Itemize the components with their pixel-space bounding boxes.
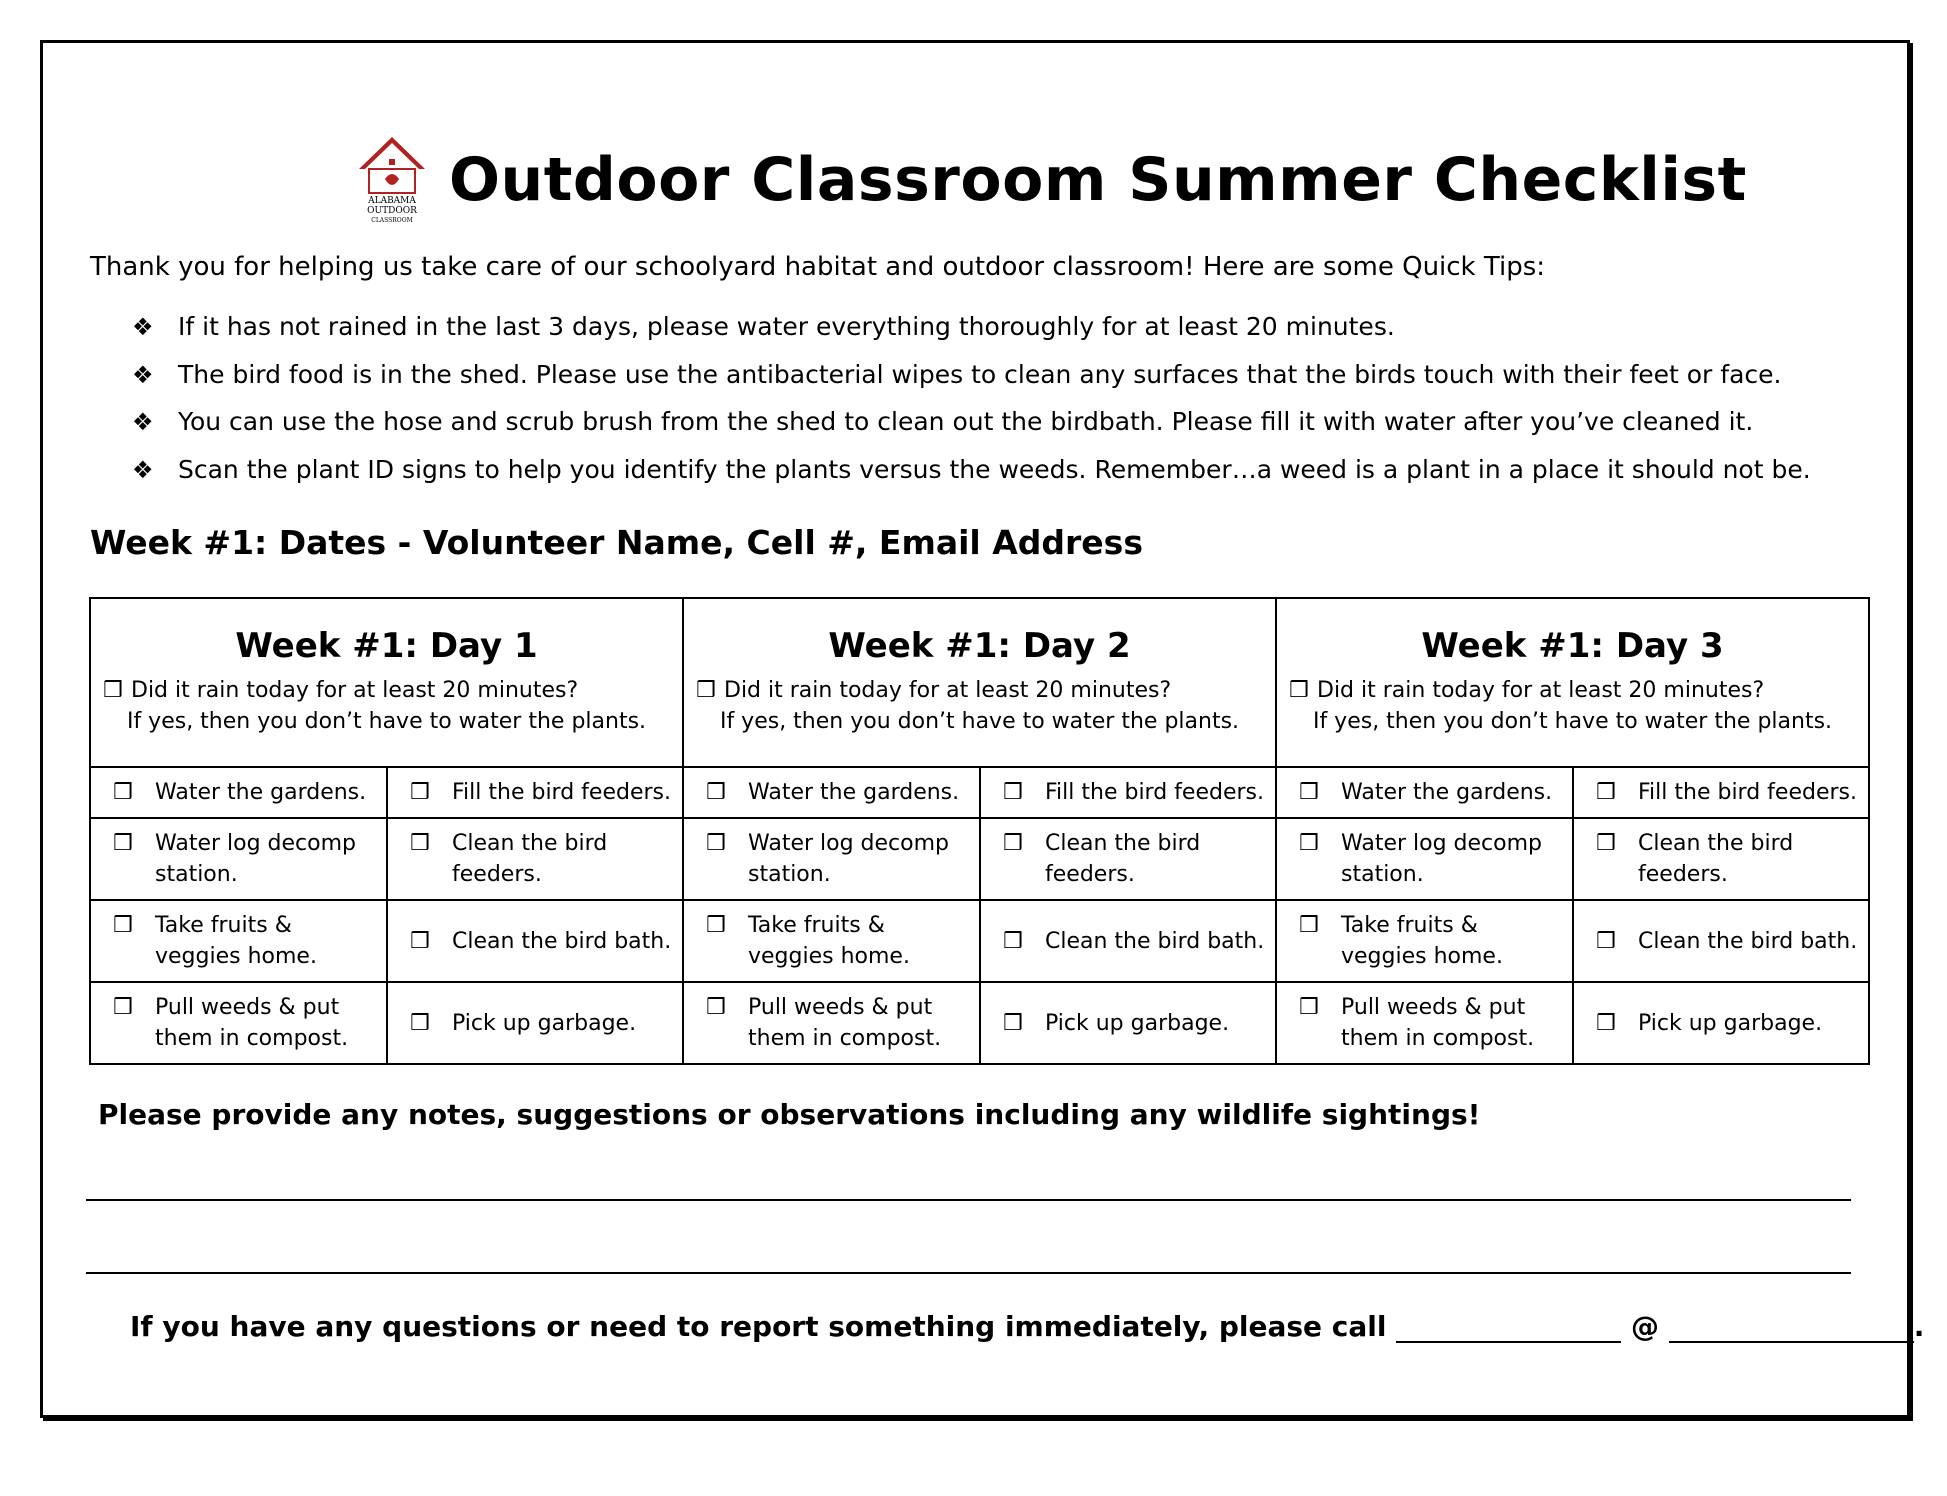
task-label: Fill the bird feeders. xyxy=(1638,780,1857,805)
task-fill-feeders[interactable] xyxy=(981,777,1275,808)
task-pick-up-garbage[interactable] xyxy=(981,1008,1275,1039)
alabama-outdoor-classroom-logo xyxy=(355,133,429,227)
task-row xyxy=(90,900,1869,982)
task-label: Clean the bird feeders. xyxy=(452,831,608,887)
week-heading: Week #1: Dates - Volunteer Name, Cell #, Email Address xyxy=(90,523,1143,562)
checkbox-icon[interactable]: ❒ xyxy=(1003,1010,1023,1036)
tip-text: You can use the hose and scrub brush from the shed to clean out the birdbath. Please fill it with water after you’ve cleaned it. xyxy=(178,407,1754,436)
task-take-produce[interactable] xyxy=(1277,910,1572,972)
rain-note: If yes, then you don’t have to water the plants. xyxy=(719,708,1240,734)
checkbox-icon[interactable]: ❒ xyxy=(1596,831,1616,856)
tip-item xyxy=(132,312,1811,360)
task-clean-feeders[interactable] xyxy=(981,828,1275,890)
checkbox-icon[interactable]: ❒ xyxy=(706,780,726,805)
task-label: Fill the bird feeders. xyxy=(1045,780,1264,805)
task-fill-feeders[interactable] xyxy=(388,777,682,808)
checkbox-icon[interactable]: ❒ xyxy=(706,995,726,1020)
checkbox-icon[interactable]: ❒ xyxy=(1596,780,1616,805)
logo-text-3: CLASSROOM xyxy=(371,217,413,224)
task-label: Clean the bird bath. xyxy=(452,928,672,954)
rain-question-text: Did it rain today for at least 20 minutes? xyxy=(1317,677,1765,703)
task-pick-up-garbage[interactable] xyxy=(388,1008,682,1039)
checkbox-icon[interactable]: ❒ xyxy=(113,780,133,805)
checkbox-icon[interactable]: ❒ xyxy=(1299,780,1319,805)
task-pull-weeds[interactable] xyxy=(684,992,979,1054)
checkbox-icon[interactable]: ❒ xyxy=(113,913,133,938)
task-label: Water the gardens. xyxy=(1341,780,1553,805)
task-label: Pick up garbage. xyxy=(1045,1010,1230,1036)
tip-item xyxy=(132,407,1811,455)
checkbox-icon[interactable]: ❒ xyxy=(1003,780,1023,805)
task-label: Clean the bird feeders. xyxy=(1045,831,1201,887)
checkbox-icon[interactable]: ❒ xyxy=(410,831,430,856)
rain-note: If yes, then you don’t have to water the plants. xyxy=(126,708,647,734)
diamond-bullet-icon: ❖ xyxy=(132,455,154,484)
task-label: Take fruits & veggies home. xyxy=(155,913,317,969)
checklist-table xyxy=(89,597,1870,1065)
checkbox-icon[interactable]: ❒ xyxy=(103,677,123,703)
task-water-gardens[interactable] xyxy=(91,777,386,808)
checkbox-icon[interactable]: ❒ xyxy=(706,913,726,938)
checkbox-icon[interactable]: ❒ xyxy=(1596,1010,1616,1036)
task-pull-weeds[interactable] xyxy=(1277,992,1572,1054)
checkbox-icon[interactable]: ❒ xyxy=(1299,995,1319,1020)
logo-text-2: OUTDOOR xyxy=(367,206,417,216)
notes-prompt: Please provide any notes, suggestions or observations including any wildlife sightings! xyxy=(98,1098,1481,1131)
day-title: Week #1: Day 3 xyxy=(1421,625,1724,666)
task-label: Water log decomp station. xyxy=(748,831,950,887)
diamond-bullet-icon: ❖ xyxy=(132,313,154,341)
checkbox-icon[interactable]: ❒ xyxy=(1299,913,1319,938)
rain-question-text: Did it rain today for at least 20 minutes? xyxy=(131,677,579,703)
task-row xyxy=(90,982,1869,1064)
checkbox-icon[interactable]: ❒ xyxy=(1299,831,1319,856)
tip-text: Scan the plant ID signs to help you identify the plants versus the weeds. Remember…a weed is a plant in a place it should not be. xyxy=(178,454,1811,484)
checkbox-icon[interactable]: ❒ xyxy=(410,780,430,805)
rain-note: If yes, then you don’t have to water the plants. xyxy=(1312,708,1833,734)
task-label: Take fruits & veggies home. xyxy=(1341,913,1503,969)
task-label: Clean the bird bath. xyxy=(1045,928,1265,954)
checkbox-icon[interactable]: ❒ xyxy=(696,677,716,703)
checkbox-icon[interactable]: ❒ xyxy=(1289,677,1309,703)
tip-text: The bird food is in the shed. Please use the antibacterial wipes to clean any surfaces that the birds touch with their feet or face. xyxy=(178,359,1782,389)
tip-text: If it has not rained in the last 3 days, please water everything thoroughly for at least 20 minutes. xyxy=(178,312,1395,341)
day-header-1 xyxy=(90,598,683,767)
task-water-gardens[interactable] xyxy=(684,777,979,808)
checkbox-icon[interactable]: ❒ xyxy=(1596,928,1616,954)
task-pull-weeds[interactable] xyxy=(91,992,386,1054)
task-label: Pull weeds & put them in compost. xyxy=(748,995,942,1051)
task-clean-feeders[interactable] xyxy=(388,828,682,890)
checkbox-icon[interactable]: ❒ xyxy=(410,1010,430,1036)
contact-number-blank[interactable] xyxy=(1669,1311,1914,1343)
checkbox-icon[interactable]: ❒ xyxy=(1003,928,1023,954)
task-label: Water the gardens. xyxy=(748,780,960,805)
task-label: Clean the bird feeders. xyxy=(1638,831,1794,887)
checkbox-icon[interactable]: ❒ xyxy=(706,831,726,856)
task-clean-bird-bath[interactable] xyxy=(981,926,1275,957)
diamond-bullet-icon: ❖ xyxy=(132,408,154,436)
header xyxy=(355,130,1747,230)
tip-item xyxy=(132,455,1811,503)
task-water-log-decomp[interactable] xyxy=(91,828,386,890)
task-label: Fill the bird feeders. xyxy=(452,780,671,805)
task-label: Pick up garbage. xyxy=(452,1010,637,1036)
day-header-3 xyxy=(1276,598,1869,767)
task-water-gardens[interactable] xyxy=(1277,777,1572,808)
task-label: Take fruits & veggies home. xyxy=(748,913,910,969)
task-take-produce[interactable] xyxy=(684,910,979,972)
contact-end: . xyxy=(1913,1310,1925,1343)
day-title: Week #1: Day 1 xyxy=(235,625,538,666)
rain-question[interactable] xyxy=(91,678,682,703)
task-label: Pull weeds & put them in compost. xyxy=(155,995,349,1051)
intro-text: Thank you for helping us take care of our schoolyard habitat and outdoor classroom! Here are some Quick Tips: xyxy=(90,252,1545,282)
task-label: Water the gardens. xyxy=(155,780,367,805)
checkbox-icon[interactable]: ❒ xyxy=(1003,831,1023,856)
contact-text: If you have any questions or need to report something immediately, please call xyxy=(130,1310,1387,1343)
task-clean-bird-bath[interactable] xyxy=(388,926,682,957)
task-label: Water log decomp station. xyxy=(1341,831,1543,887)
task-fill-feeders[interactable] xyxy=(1574,777,1868,808)
contact-line xyxy=(130,1310,1924,1343)
tip-item xyxy=(132,360,1811,408)
contact-name-blank[interactable] xyxy=(1396,1311,1621,1343)
checkbox-icon[interactable]: ❒ xyxy=(113,995,133,1020)
day-title: Week #1: Day 2 xyxy=(828,625,1131,666)
notes-line[interactable] xyxy=(86,1272,1851,1274)
logo-text-1: ALABAMA xyxy=(368,196,416,206)
rain-question[interactable] xyxy=(1277,678,1868,703)
checkbox-icon[interactable]: ❒ xyxy=(410,928,430,954)
task-label: Pick up garbage. xyxy=(1638,1010,1823,1036)
notes-line[interactable] xyxy=(86,1199,1851,1201)
task-label: Pull weeds & put them in compost. xyxy=(1341,995,1535,1051)
day-header-2 xyxy=(683,598,1276,767)
task-label: Clean the bird bath. xyxy=(1638,928,1858,954)
page-title: Outdoor Classroom Summer Checklist xyxy=(449,145,1747,215)
task-row xyxy=(90,818,1869,900)
task-pick-up-garbage[interactable] xyxy=(1574,1008,1868,1039)
task-water-log-decomp[interactable] xyxy=(1277,828,1572,890)
rain-question-text: Did it rain today for at least 20 minutes? xyxy=(724,677,1172,703)
quick-tips-list xyxy=(132,312,1811,502)
task-water-log-decomp[interactable] xyxy=(684,828,979,890)
diamond-bullet-icon: ❖ xyxy=(132,360,154,389)
task-clean-feeders[interactable] xyxy=(1574,828,1868,890)
task-take-produce[interactable] xyxy=(91,910,386,972)
task-label: Water log decomp station. xyxy=(155,831,357,887)
checkbox-icon[interactable]: ❒ xyxy=(113,831,133,856)
rain-question[interactable] xyxy=(684,678,1275,703)
at-sign: @ xyxy=(1631,1310,1659,1343)
task-row xyxy=(90,767,1869,818)
task-clean-bird-bath[interactable] xyxy=(1574,926,1868,957)
